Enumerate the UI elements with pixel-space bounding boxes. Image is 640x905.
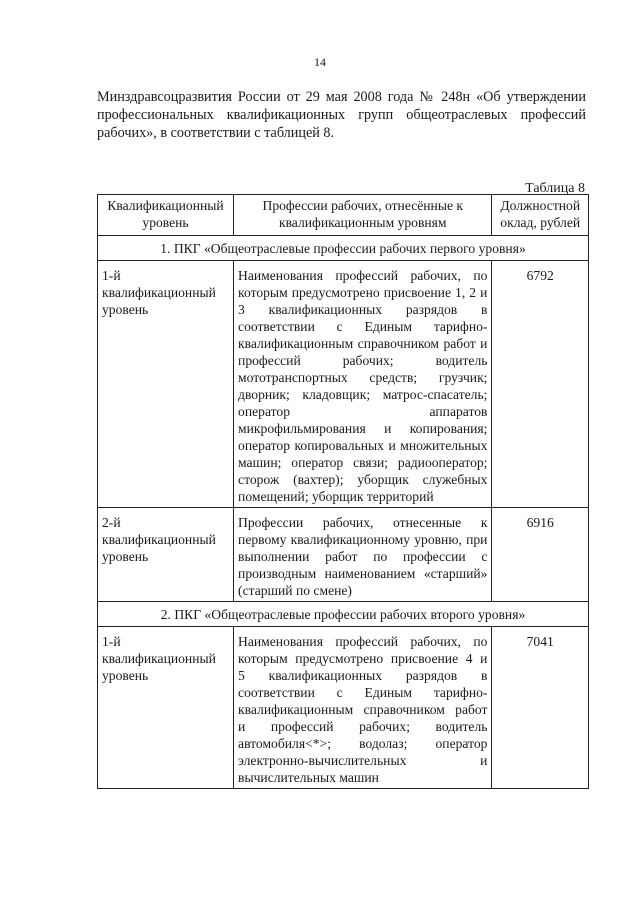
description-line: вычислительных машин (238, 770, 379, 785)
table-row (98, 261, 589, 508)
description-line: машин; оператор связи; радиооператор; (238, 455, 488, 470)
header-salary-line: оклад, рублей (500, 215, 581, 230)
header-professions-line: Профессии рабочих, отнесённые к (262, 198, 463, 213)
description-line: помещений; уборщик территорий (238, 489, 434, 504)
page-number: 14 (314, 55, 326, 69)
description-line: 3 квалификационных разрядов в (238, 302, 488, 317)
description-line: автомобиля<*>; водолаз; оператор (238, 736, 488, 751)
level-cell (98, 627, 234, 789)
header-professions-line: квалификационным уровням (278, 215, 447, 230)
description-line: которым предусмотрено присвоение 1, 2 и (238, 285, 488, 300)
description-cell (234, 261, 492, 508)
level-line: уровень (102, 668, 149, 683)
header-salary (492, 195, 589, 236)
description-line: электронно-вычислительных и (238, 753, 488, 768)
description-line: выполнении работ по профессии с (238, 549, 488, 564)
description-line: оператор аппаратов (238, 404, 488, 419)
description-line: Наименования профессий рабочих, по (238, 268, 488, 283)
description-line: сторож (вахтер); уборщик служебных (238, 472, 488, 487)
description-line: квалификационным справочником работ (238, 702, 488, 717)
salary-cell: 6792 (492, 261, 589, 508)
description-line: дворник; кладовщик; матрос-спасатель; (238, 387, 488, 402)
header-professions (234, 195, 492, 236)
level-line: 1-й (102, 268, 121, 283)
table-header-row (98, 195, 589, 236)
table-caption: Таблица 8 (525, 181, 585, 196)
description-cell (234, 508, 492, 602)
intro-line: Минздравсоцразвития России от 29 мая 2008 года № 248н «Об утверждении (97, 89, 586, 105)
header-level (98, 195, 234, 236)
group-title-row (98, 236, 589, 261)
description-line: и профессий рабочих; водитель (238, 719, 488, 734)
level-cell (98, 261, 234, 508)
salary-cell: 7041 (492, 627, 589, 789)
description-line: соответствии с Единым тарифно- (238, 685, 488, 700)
header-level-line: Квалификационный (107, 198, 224, 213)
table-row (98, 508, 589, 602)
group-title: 2. ПКГ «Общеотраслевые профессии рабочих второго уровня» (98, 602, 589, 627)
description-line: 5 квалификационных разрядов в (238, 668, 488, 683)
intro-paragraph (97, 88, 586, 142)
level-line: 1-й (102, 634, 121, 649)
description-line: Профессии рабочих, отнесенные к (238, 515, 488, 530)
level-line: 2-й (102, 515, 121, 530)
intro-line: рабочих», в соответствии с таблицей 8. (97, 125, 335, 141)
level-line: уровень (102, 549, 149, 564)
level-line: квалификационный (102, 285, 216, 300)
description-line: Наименования профессий рабочих, по (238, 634, 488, 649)
salary-table (97, 194, 589, 789)
description-line: производным наименованием «старший» (238, 566, 488, 581)
description-line: оператор копировальных и множительных (238, 438, 488, 453)
description-line: профессий рабочих; водитель (238, 353, 488, 368)
group-title: 1. ПКГ «Общеотраслевые профессии рабочих первого уровня» (98, 236, 589, 261)
header-level-line: уровень (142, 215, 189, 230)
description-line: первому квалификационному уровню, при (238, 532, 488, 547)
description-line: квалификационным справочником работ и (238, 336, 488, 351)
description-line: соответствии с Единым тарифно- (238, 319, 488, 334)
header-salary-line: Должностной (500, 198, 581, 213)
level-line: уровень (102, 302, 149, 317)
table-row (98, 627, 589, 789)
level-line: квалификационный (102, 651, 216, 666)
level-cell (98, 508, 234, 602)
group-title-row (98, 602, 589, 627)
intro-line: профессиональных квалификационных групп общеотраслевых профессий (97, 107, 586, 123)
description-line: мототранспортных средств; грузчик; (238, 370, 488, 385)
description-line: микрофильмирования и копирования; (238, 421, 488, 436)
level-line: квалификационный (102, 532, 216, 547)
description-cell (234, 627, 492, 789)
salary-cell: 6916 (492, 508, 589, 602)
description-line: которым предусмотрено присвоение 4 и (238, 651, 488, 666)
description-line: (старший по смене) (238, 583, 352, 598)
